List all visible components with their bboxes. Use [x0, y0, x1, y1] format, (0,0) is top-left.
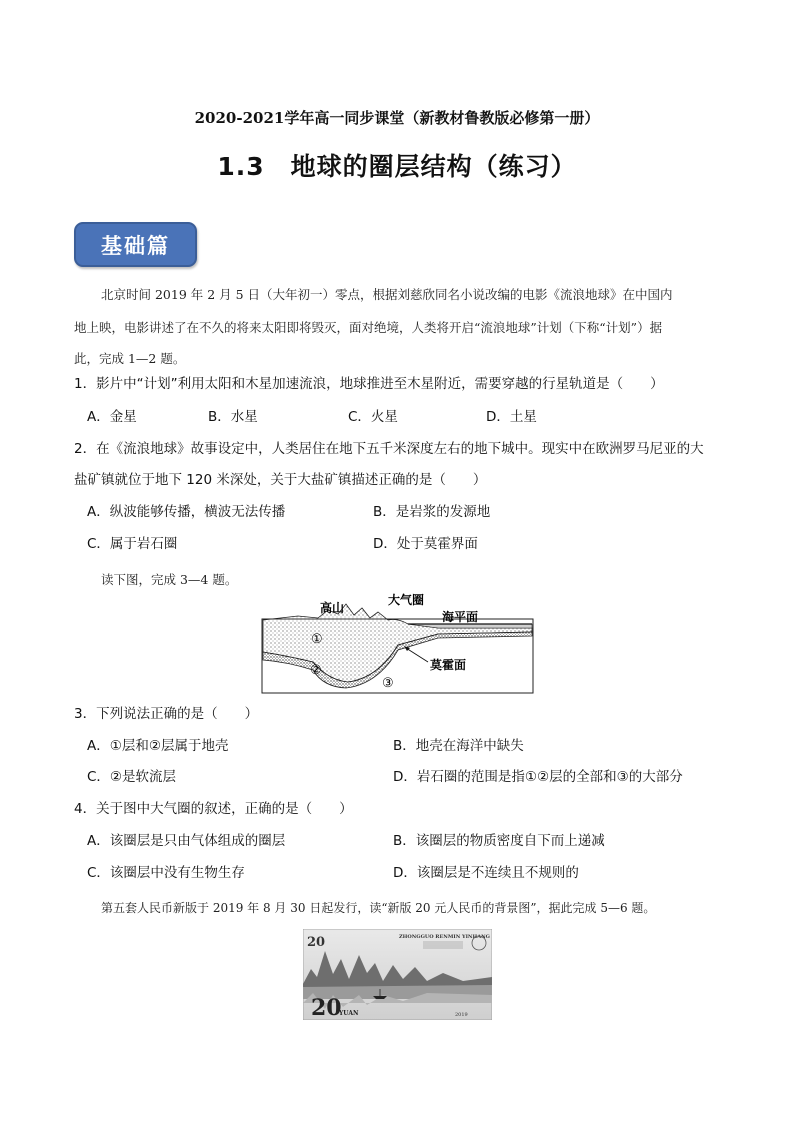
label-mountain: 高山	[320, 601, 345, 615]
q2-option-b[interactable]: B．是岩浆的发源地	[373, 504, 491, 520]
q4-stem: 4．关于图中大气圈的叙述，正确的是（ ）	[74, 801, 353, 817]
q2-option-c[interactable]: C．属于岩石圈	[87, 536, 178, 552]
page-subtitle: 2020-2021学年高一同步课堂（新教材鲁教版必修第一册）	[194, 109, 600, 127]
intro2-text: 读下图，完成 3—4 题。	[101, 572, 238, 587]
q3-stem: 3．下列说法正确的是（ ）	[74, 706, 259, 722]
q1-option-b[interactable]: B．水星	[208, 409, 258, 425]
q2-option-d[interactable]: D．处于莫霍界面	[373, 536, 478, 552]
section-badge: 基础篇	[74, 222, 197, 267]
q4-option-c[interactable]: C．该圈层中没有生物生存	[87, 865, 245, 881]
q4-option-a[interactable]: A．该圈层是只由气体组成的圈层	[87, 833, 286, 849]
q1-option-c[interactable]: C．火星	[348, 409, 398, 425]
intro1-line1: 北京时间 2019 年 2 月 5 日（大年初一）零点，根据刘慈欣同名小说改编的电影《流浪地球》在中国内	[101, 287, 673, 302]
banknote-bank-name: ZHONGGUO RENMIN YINHANG	[399, 934, 490, 940]
q3-option-d[interactable]: D．岩石圈的范围是指①②层的全部和③的大部分	[393, 769, 683, 785]
intro3-text: 第五套人民币新版于 2019 年 8 月 30 日起发行，读“新版 20 元人民币的背景图”，据此完成 5—6 题。	[101, 901, 656, 915]
q2-option-a[interactable]: A．纵波能够传播，横波无法传播	[87, 504, 286, 520]
label-layer1: ①	[311, 632, 323, 647]
q1-option-d[interactable]: D．土星	[486, 409, 537, 425]
intro1-line2: 地上映，电影讲述了在不久的将来太阳即将毁灭，面对绝境，人类将开启“流浪地球”计划（下称“计划”）据	[74, 320, 663, 335]
banknote-denomination-top: 20	[307, 935, 326, 950]
q2-stem-line2: 盐矿镇就位于地下 120 米深处，关于大盐矿镇描述正确的是（ ）	[74, 472, 487, 488]
q1-option-a[interactable]: A．金星	[87, 409, 137, 425]
page-title: 1.3 地球的圈层结构（练习）	[217, 152, 577, 181]
intro1-line3: 此，完成 1—2 题。	[74, 351, 186, 366]
q2-stem-line1: 2．在《流浪地球》故事设定中，人类居住在地下五千米深度左右的地下城中。现实中在欧洲罗马尼亚的大	[74, 441, 704, 457]
q4-option-d[interactable]: D．该圈层是不连续且不规则的	[393, 865, 579, 881]
label-atmosphere: 大气圈	[388, 593, 425, 607]
banknote-image	[303, 929, 492, 1020]
label-moho: 莫霍面	[430, 658, 467, 672]
q3-option-c[interactable]: C．②是软流层	[87, 769, 177, 785]
earth-layers-figure	[258, 590, 538, 698]
banknote-denomination: 20	[311, 995, 342, 1020]
banknote-currency: YUAN	[339, 1010, 359, 1017]
label-sea-level: 海平面	[442, 610, 479, 624]
label-layer3: ③	[382, 676, 394, 691]
label-layer2: ②	[310, 663, 322, 678]
q1-stem: 1．影片中“计划”利用太阳和木星加速流浪，地球推进至木星附近，需要穿越的行星轨道是（ ）	[74, 376, 664, 392]
q3-option-b[interactable]: B．地壳在海洋中缺失	[393, 738, 524, 754]
banknote-year: 2019	[455, 1012, 468, 1018]
q3-option-a[interactable]: A．①层和②层属于地壳	[87, 738, 229, 754]
q4-option-b[interactable]: B．该圈层的物质密度自下而上递减	[393, 833, 605, 849]
